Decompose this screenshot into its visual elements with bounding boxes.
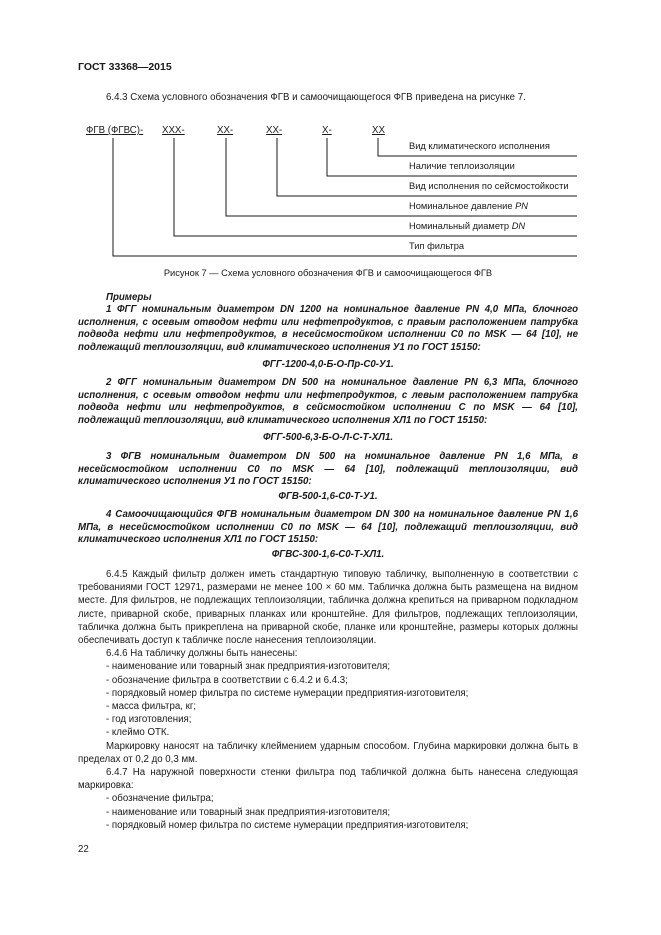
diagram-label: Вид климатического исполнения xyxy=(409,141,550,151)
figure-caption: Рисунок 7 — Схема условного обозначения ФГВ и самоочищающегося ФГВ xyxy=(163,268,493,278)
paragraph-6-4-3: 6.4.3 Схема условного обозначения ФГВ и самоочищающегося ФГВ приведена на рисунке 7. xyxy=(106,92,526,103)
example-text: 4 Самоочищающийся ФГВ номинальным диаметром DN 300 на номинальное давление PN 1,6 МПа, в несейсмостойком исполнении С0 по MSK — 64 [10], подлежащий теплоизоляции, вид климатического исполнения ХЛ1 по ГОСТ 15150: xyxy=(78,509,578,546)
paragraph-6-4-7-title: 6.4.7 На наружной поверхности стенки фильтра под табличкой должна быть нанесена следующая маркировка: xyxy=(78,767,578,792)
list-item: - наименование или товарный знак предприятия-изготовителя; xyxy=(106,806,391,818)
example-text: 2 ФГГ номинальным диаметром DN 500 на номинальное давление PN 6,3 МПа, блочного исполнения, с осевым отводом нефти или нефтепродуктов, с левым расположением патрубка подвода нефти или нефтепродуктов, в сейсмостойком исполнении С по MSK — 64 [10], подлежащий теплоизоляции, вид климатического исполнения ХЛ1 по ГОСТ 15150: xyxy=(78,377,578,427)
list-item: - обозначение фильтра; xyxy=(106,793,214,805)
code-part: XX xyxy=(372,125,385,136)
diagram-label: Вид исполнения по сейсмостойкости xyxy=(409,181,569,191)
example-code: ФГГ-500-6,3-Б-О-Л-С-Т-ХЛ1. xyxy=(262,432,394,443)
diagram-label: Номинальный диаметр DN xyxy=(409,221,526,231)
document-header: ГОСТ 33368—2015 xyxy=(78,61,172,73)
example-text: 3 ФГВ номинальным диаметром DN 500 на номинальное давление PN 1,6 МПа, в несейсмостойком исполнении С0 по MSK — 64 [10], подлежащий теплоизоляции, вид климатического исполнения У1 по ГОСТ 15150: xyxy=(78,451,578,488)
code-part: XX- xyxy=(266,125,283,136)
list-item: - масса фильтра, кг; xyxy=(106,701,197,713)
list-item: - клеймо ОТК. xyxy=(106,727,170,739)
list-item: - порядковый номер фильтра по системе нумерации предприятия-изготовителя; xyxy=(106,687,469,699)
list-item: - год изготовления; xyxy=(106,714,192,726)
code-part: X- xyxy=(322,125,332,136)
diagram-label: Наличие теплоизоляции xyxy=(409,161,515,171)
paragraph-6-4-6-title: 6.4.6 На табличку должны быть нанесены: xyxy=(106,648,298,660)
examples-title: Примеры xyxy=(106,292,152,303)
list-item: - обозначение фильтра в соответствии с 6.4.2 и 6.4.3; xyxy=(106,674,348,686)
code-part: XXX- xyxy=(162,125,185,136)
diagram-label: Тип фильтра xyxy=(409,241,465,251)
code-part: ФГВ (ФГВС)- xyxy=(86,125,144,136)
page-number: 22 xyxy=(78,844,89,855)
diagram-lines xyxy=(0,0,661,270)
example-text: 1 ФГГ номинальным диаметром DN 1200 на номинальное давление PN 4,0 МПа, блочного исполнения, с осевым отводом нефти или нефтепродуктов, с правым расположением патрубка подвода нефти или нефтепродуктов, в несейсмостойком исполнении С0 по MSK — 64 [10], не подлежащий теплоизоляции, вид климатического исполнения У1 по ГОСТ 15150: xyxy=(78,304,578,354)
list-item: - наименование или товарный знак предприятия-изготовителя; xyxy=(106,661,391,673)
example-code: ФГВ-500-1,6-С0-Т-У1. xyxy=(278,491,378,502)
marking-note: Маркировку наносят на табличку клеймением ударным способом. Глубина маркировки должна быть в пределах от 0,2 до 0,3 мм. xyxy=(78,740,578,765)
section-6-4-5-to-6-4-7 xyxy=(78,568,578,832)
paragraph-6-4-5: 6.4.5 Каждый фильтр должен иметь стандартную типовую табличку, выполненную в соответствии с требованиями ГОСТ 12971, размерами не менее 100 × 60 мм. Табличка должна быть размещена на видном месте. Для фильтров, не подлежащих теплоизоляции, табличка должна крепиться на приварном подкладном листе, приварной скобе, приварных планках или кронштейне. Для фильтров, подлежащих теплоизоляции, табличка должна быть прикреплена на приварной скобе, планке или кронштейне, размеры которых должны обеспечивать доступ к табличке после нанесения теплоизоляции. xyxy=(78,569,578,647)
diagram-label: Номинальное давление PN xyxy=(409,201,529,211)
example-code: ФГВС-300-1,6-С0-Т-ХЛ1. xyxy=(271,549,385,560)
example-code: ФГГ-1200-4,0-Б-О-Пр-С0-У1. xyxy=(262,359,394,370)
code-part: XX- xyxy=(217,125,234,136)
list-item: - порядковый номер фильтра по системе нумерации предприятия-изготовителя; xyxy=(106,819,469,831)
